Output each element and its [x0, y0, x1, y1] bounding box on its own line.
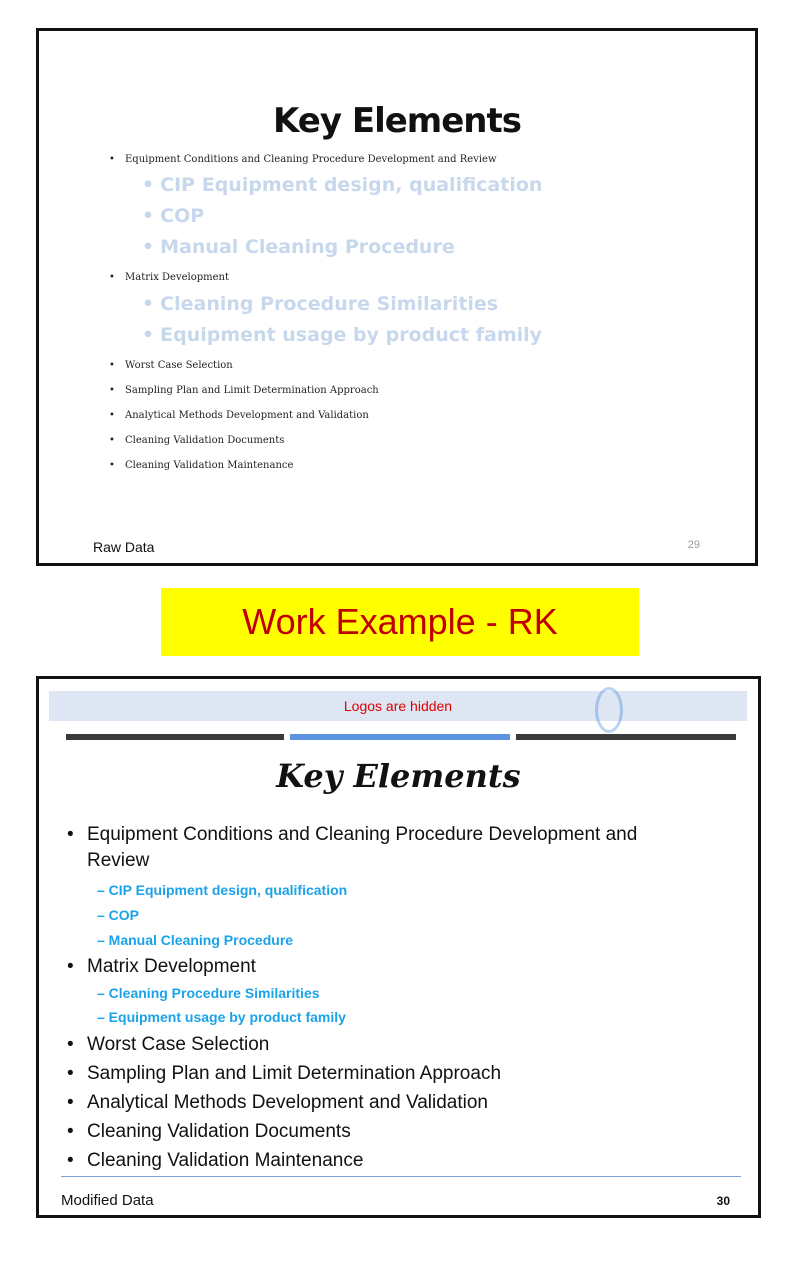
bullet-dot: •	[142, 174, 155, 196]
modified-data-slide	[36, 676, 761, 1218]
sub-bullet-item: – Equipment usage by product family	[97, 1009, 346, 1025]
sub-bullet-item: – Manual Cleaning Procedure	[97, 932, 294, 948]
header-rule-left	[66, 734, 284, 740]
sub-bullet-item	[142, 236, 455, 258]
bullet-text: Cleaning Validation Maintenance	[87, 1150, 364, 1171]
bullet-item	[109, 154, 497, 165]
header-rule-center	[290, 734, 510, 740]
work-example-banner: Work Example - RK	[161, 588, 639, 656]
bullet-item	[109, 460, 294, 471]
bullet-dot: •	[67, 956, 74, 977]
bullet-item	[67, 1121, 351, 1143]
sub-bullet-item: – Cleaning Procedure Similarities	[97, 985, 320, 1001]
footer-rule	[61, 1176, 741, 1177]
sub-bullet-text: Manual Cleaning Procedure	[160, 236, 455, 258]
bullet-dot: •	[109, 385, 115, 396]
sub-bullet-text: Cleaning Procedure Similarities	[160, 293, 499, 315]
bullet-text: Sampling Plan and Limit Determination Approach	[87, 1063, 502, 1084]
bullet-dot: •	[142, 324, 155, 346]
bullet-dot: •	[109, 410, 115, 421]
bullet-dot: •	[142, 236, 155, 258]
bullet-dot: •	[109, 360, 115, 371]
logo-remnant-icon	[595, 687, 623, 733]
bullet-text: Matrix Development	[125, 272, 229, 283]
bullet-text: Sampling Plan and Limit Determination Approach	[125, 385, 379, 396]
slide-title: Key Elements	[273, 101, 521, 141]
sub-bullet-text: Equipment usage by product family	[160, 324, 543, 346]
bullet-text: Matrix Development	[87, 956, 256, 977]
logo-hidden-bar: Logos are hidden	[49, 691, 747, 721]
bullet-dot: •	[67, 1150, 74, 1171]
bullet-text: Equipment Conditions and Cleaning Procedure Development and Review	[125, 154, 497, 165]
page-number: 29	[687, 539, 700, 551]
bullet-dot: •	[109, 272, 115, 283]
bullet-text: Worst Case Selection	[87, 1034, 270, 1055]
bullet-item	[109, 272, 229, 283]
sub-bullet-item	[142, 324, 542, 346]
bullet-dot: •	[109, 460, 115, 471]
bullet-text: Cleaning Validation Documents	[125, 435, 285, 446]
header-rule-right	[516, 734, 736, 740]
bullet-dot: •	[142, 293, 155, 315]
sub-bullet-item	[142, 293, 498, 315]
bullet-dot: •	[67, 1121, 74, 1142]
bullet-text: Cleaning Validation Documents	[87, 1121, 351, 1142]
bullet-text: Worst Case Selection	[125, 360, 233, 371]
bullet-text: Analytical Methods Development and Validation	[125, 410, 369, 421]
slide-footer: Raw Data	[93, 539, 155, 555]
bullet-item	[67, 1092, 488, 1114]
bullet-item	[109, 410, 369, 421]
bullet-text: Cleaning Validation Maintenance	[125, 460, 294, 471]
bullet-item	[67, 1150, 364, 1172]
bullet-dot: •	[109, 435, 115, 446]
bullet-item	[109, 435, 285, 446]
bullet-dot: •	[67, 1063, 74, 1084]
bullet-dot: •	[109, 154, 115, 165]
slide-title: Key Elements	[276, 757, 521, 795]
sub-bullet-item	[142, 205, 204, 227]
sub-bullet-text: COP	[160, 205, 205, 227]
raw-data-slide	[36, 28, 758, 566]
bullet-dot: •	[142, 205, 155, 227]
bullet-dot: •	[67, 824, 74, 845]
slide-footer: Modified Data	[61, 1192, 154, 1209]
bullet-dot: •	[67, 1034, 74, 1055]
bullet-item	[109, 385, 379, 396]
sub-bullet-item	[142, 174, 542, 196]
page-number: 30	[716, 1194, 730, 1208]
bullet-item	[109, 360, 233, 371]
bullet-item	[67, 1034, 270, 1056]
sub-bullet-item: – CIP Equipment design, qualification	[97, 882, 348, 898]
bullet-item	[67, 1063, 502, 1085]
sub-bullet-item: – COP	[97, 907, 140, 923]
bullet-dot: •	[67, 1092, 74, 1113]
bullet-item	[67, 824, 638, 876]
sub-bullet-text: CIP Equipment design, qualification	[160, 174, 543, 196]
bullet-text-line1: Equipment Conditions and Cleaning Procedure Development and	[87, 824, 638, 845]
bullet-text-line2: Review	[87, 850, 150, 871]
bullet-text: Analytical Methods Development and Validation	[87, 1092, 488, 1113]
bullet-item	[67, 956, 256, 978]
